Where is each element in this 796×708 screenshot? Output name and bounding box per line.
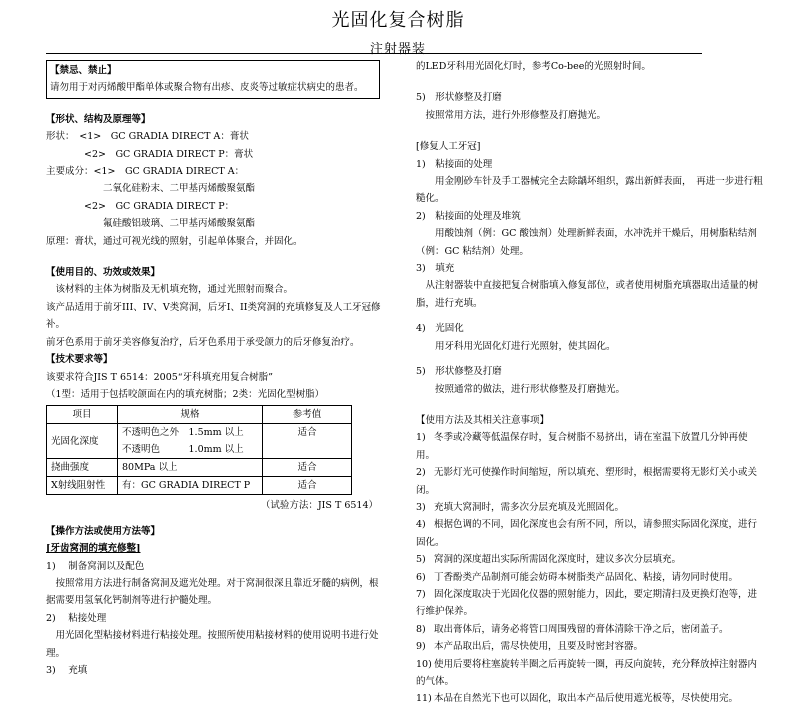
- use-line: 该材料的主体为树脂及无机填充物，通过光照射而聚合。: [46, 284, 294, 296]
- item-text: 使用后要将柱塞旋转半圈之后再旋转一圈，再反向旋转，充分释放掉注射器内的气体。: [416, 658, 758, 687]
- crown-heading: [修复人工牙冠]: [416, 141, 481, 153]
- contraindication-box: [46, 60, 380, 99]
- table-header: 项目: [47, 406, 118, 424]
- item-number: 10): [416, 658, 432, 670]
- form-line: <2> GC GRADIA DIRECT P：膏状: [46, 148, 254, 160]
- tech-heading: 【技术要求等】: [46, 354, 113, 366]
- list-item: [416, 621, 766, 638]
- use-line: 该产品适用于前牙III、IV、V类窝洞，后牙I、II类窝洞的充填修复及人工牙冠修补。: [46, 301, 381, 331]
- right-column: [416, 58, 766, 708]
- use-line: 前牙色系用于前牙美容修复治疗，后牙色系用于承受颌力的后牙修复治疗。: [46, 336, 360, 348]
- method-line: 2) 粘接处理: [46, 612, 107, 624]
- document-subtitle: 注射器装: [369, 42, 426, 57]
- item-number: 1): [416, 432, 426, 444]
- depth-spec-line: 不透明色 1.0mm 以上: [122, 444, 244, 456]
- item-number: 6): [416, 571, 426, 583]
- list-item: [416, 499, 766, 516]
- form-line: 形状： <1> GC GRADIA DIRECT A：膏状: [46, 131, 249, 143]
- crown-line: 用酸蚀剂（例：GC 酸蚀剂）处理新鲜表面，水冲洗并干燥后，用树脂粘结剂（例：GC 粘结剂）处理。: [416, 228, 757, 257]
- table-cell: [118, 424, 263, 459]
- method-line: 按照常用方法进行制备窝洞及遮光处理。对于窝洞很深且靠近牙髓的病例，根据需要用氢氧化钙制剂等进行护髓处理。: [46, 577, 379, 607]
- item-number: 11): [416, 693, 432, 705]
- crown-line: 2) 粘接面的处理及堆筑: [416, 210, 521, 222]
- cavity-heading: [牙齿窝洞的填充修整]: [46, 543, 141, 555]
- method-heading: 【操作方法或使用方法等】: [46, 525, 161, 537]
- contraindication-heading: 【禁忌、禁止】: [50, 65, 117, 76]
- crown-line: 用金刚砂车针及手工器械完全去除龋坏组织，露出新鲜表面， 再进一步进行粗糙化。: [416, 176, 763, 205]
- crown-line: 5) 形状修整及打磨: [416, 366, 502, 378]
- list-item: [416, 569, 766, 586]
- list-item: [416, 516, 766, 551]
- method-line: 1) 制备窝洞以及配色: [46, 560, 145, 572]
- form-line: <2> GC GRADIA DIRECT P：: [46, 200, 235, 212]
- table-row: [47, 424, 352, 459]
- crown-line: 3) 填充: [416, 263, 455, 275]
- table-row: [47, 459, 352, 477]
- item-number: 9): [416, 641, 426, 653]
- contraindication-text: 请勿用于对丙烯酸甲酯单体或聚合物有出疹、皮炎等过敏症状病史的患者。: [50, 82, 364, 94]
- form-line: 主要成分：<1> GC GRADIA DIRECT A：: [46, 166, 245, 178]
- table-cell: 适合: [263, 424, 352, 459]
- header-rule: [46, 53, 702, 54]
- list-item: [416, 690, 766, 707]
- test-method-citation: （试验方法：JIS T 6514）: [260, 500, 378, 512]
- item-text: 窝洞的深度超出实际所需固化深度时，建议多次分层填充。: [434, 554, 682, 566]
- item-number: 8): [416, 623, 426, 635]
- table-cell: 80MPa 以上: [118, 459, 263, 477]
- spec-table: [46, 405, 352, 495]
- table-cell: X射线阻射性: [47, 477, 118, 495]
- item-text: 丁香酚类产品制剂可能会妨碍本树脂类产品固化、粘接，请勿同时使用。: [434, 571, 739, 583]
- list-item: [416, 464, 766, 499]
- form-line: 氟硅酸铝玻璃、二甲基丙烯酸聚氨酯: [46, 218, 256, 230]
- table-cell: 有：GC GRADIA DIRECT P: [118, 477, 263, 495]
- table-cell: 挠曲强度: [47, 459, 118, 477]
- item-text: 无影灯光可使操作时间缩短，所以填充、塑形时，根据需要将无影灯关小或关闭。: [416, 467, 758, 496]
- continued-line: 的LED牙科用光固化灯时，参考Co-bee的光照射时间。: [416, 61, 651, 72]
- item-text: 本产品取出后，需尽快使用，且要及时密封容器。: [434, 641, 644, 653]
- table-row: [47, 406, 352, 424]
- item-text: 充填大窝洞时，需多次分层充填及光照固化。: [434, 501, 625, 513]
- list-item: [416, 429, 766, 464]
- tech-line: （1型：适用于包括咬颌面在内的填充树脂；2类：光固化型树脂）: [46, 388, 325, 400]
- crown-line: 按照通常的做法，进行形状修整及打磨抛光。: [416, 383, 626, 395]
- table-row: [47, 477, 352, 495]
- crown-line: 4) 光固化: [416, 323, 464, 335]
- form-line: 原理：膏状，通过可视光线的照射，引起单体聚合，并固化。: [46, 235, 303, 247]
- crown-line: 从注射器装中直接把复合树脂填入修复部位，或者使用树脂充填器取出适量的树脂，进行充填。: [416, 280, 759, 309]
- crown-line: 1) 粘接面的处理: [416, 158, 493, 170]
- form-heading: 【形状、结构及原理等】: [46, 113, 151, 125]
- list-item: [416, 586, 766, 621]
- item-text: 固化深度取决于光固化仪器的照射能力，因此，要定期清扫及更换灯泡等，进行维护保养。: [416, 588, 758, 618]
- table-cell: 适合: [263, 459, 352, 477]
- item-text: 本品在自然光下也可以固化，取出本产品后使用遮光板等，尽快使用完。: [434, 693, 739, 705]
- list-item: [416, 638, 766, 655]
- tech-line: 该要求符合JIS T 6514：2005“牙科填充用复合树脂”: [46, 371, 274, 383]
- item-number: 5): [416, 554, 426, 566]
- item-text: 取出膏体后，请务必将管口周围残留的膏体清除干净之后，密闭盖子。: [434, 623, 729, 635]
- use-heading: 【使用目的、功效或效果】: [46, 267, 161, 279]
- table-cell: 适合: [263, 477, 352, 495]
- item-text: 根据色调的不同，固化深度也会有所不同，所以，请参照实际固化深度，进行固化。: [416, 519, 758, 548]
- item-number: 7): [416, 588, 426, 600]
- list-item: [416, 656, 766, 691]
- item-number: 2): [416, 467, 426, 479]
- list-item: [416, 551, 766, 568]
- shape-text: 按照常用方法，进行外形修整及打磨抛光。: [416, 109, 607, 121]
- table-cell: 光固化深度: [47, 424, 118, 459]
- depth-spec-line: 不透明色之外 1.5mm 以上: [122, 427, 244, 439]
- form-line: 二氧化硅粉末、二甲基丙烯酸聚氨酯: [46, 183, 256, 195]
- document-title: 光固化复合树脂: [331, 10, 465, 31]
- item-number: 4): [416, 519, 426, 531]
- method-line: 用光固化型粘接材料进行粘接处理。按照所使用粘接材料的使用说明书进行处理。: [46, 630, 379, 659]
- shape-heading: 5) 形状修整及打磨: [416, 92, 502, 104]
- crown-line: 用牙科用光固化灯进行光照射，使其固化。: [416, 340, 616, 352]
- table-header: 规格: [118, 406, 263, 424]
- left-column: [46, 60, 386, 679]
- item-number: 3): [416, 501, 426, 513]
- caution-heading: 【使用方法及其相关注意事项】: [416, 414, 550, 426]
- method-line: 3) 充填: [46, 664, 88, 676]
- item-text: 冬季或冷藏等低温保存时，复合树脂不易挤出，请在室温下放置几分钟再使用。: [416, 432, 748, 461]
- table-header: 参考值: [263, 406, 352, 424]
